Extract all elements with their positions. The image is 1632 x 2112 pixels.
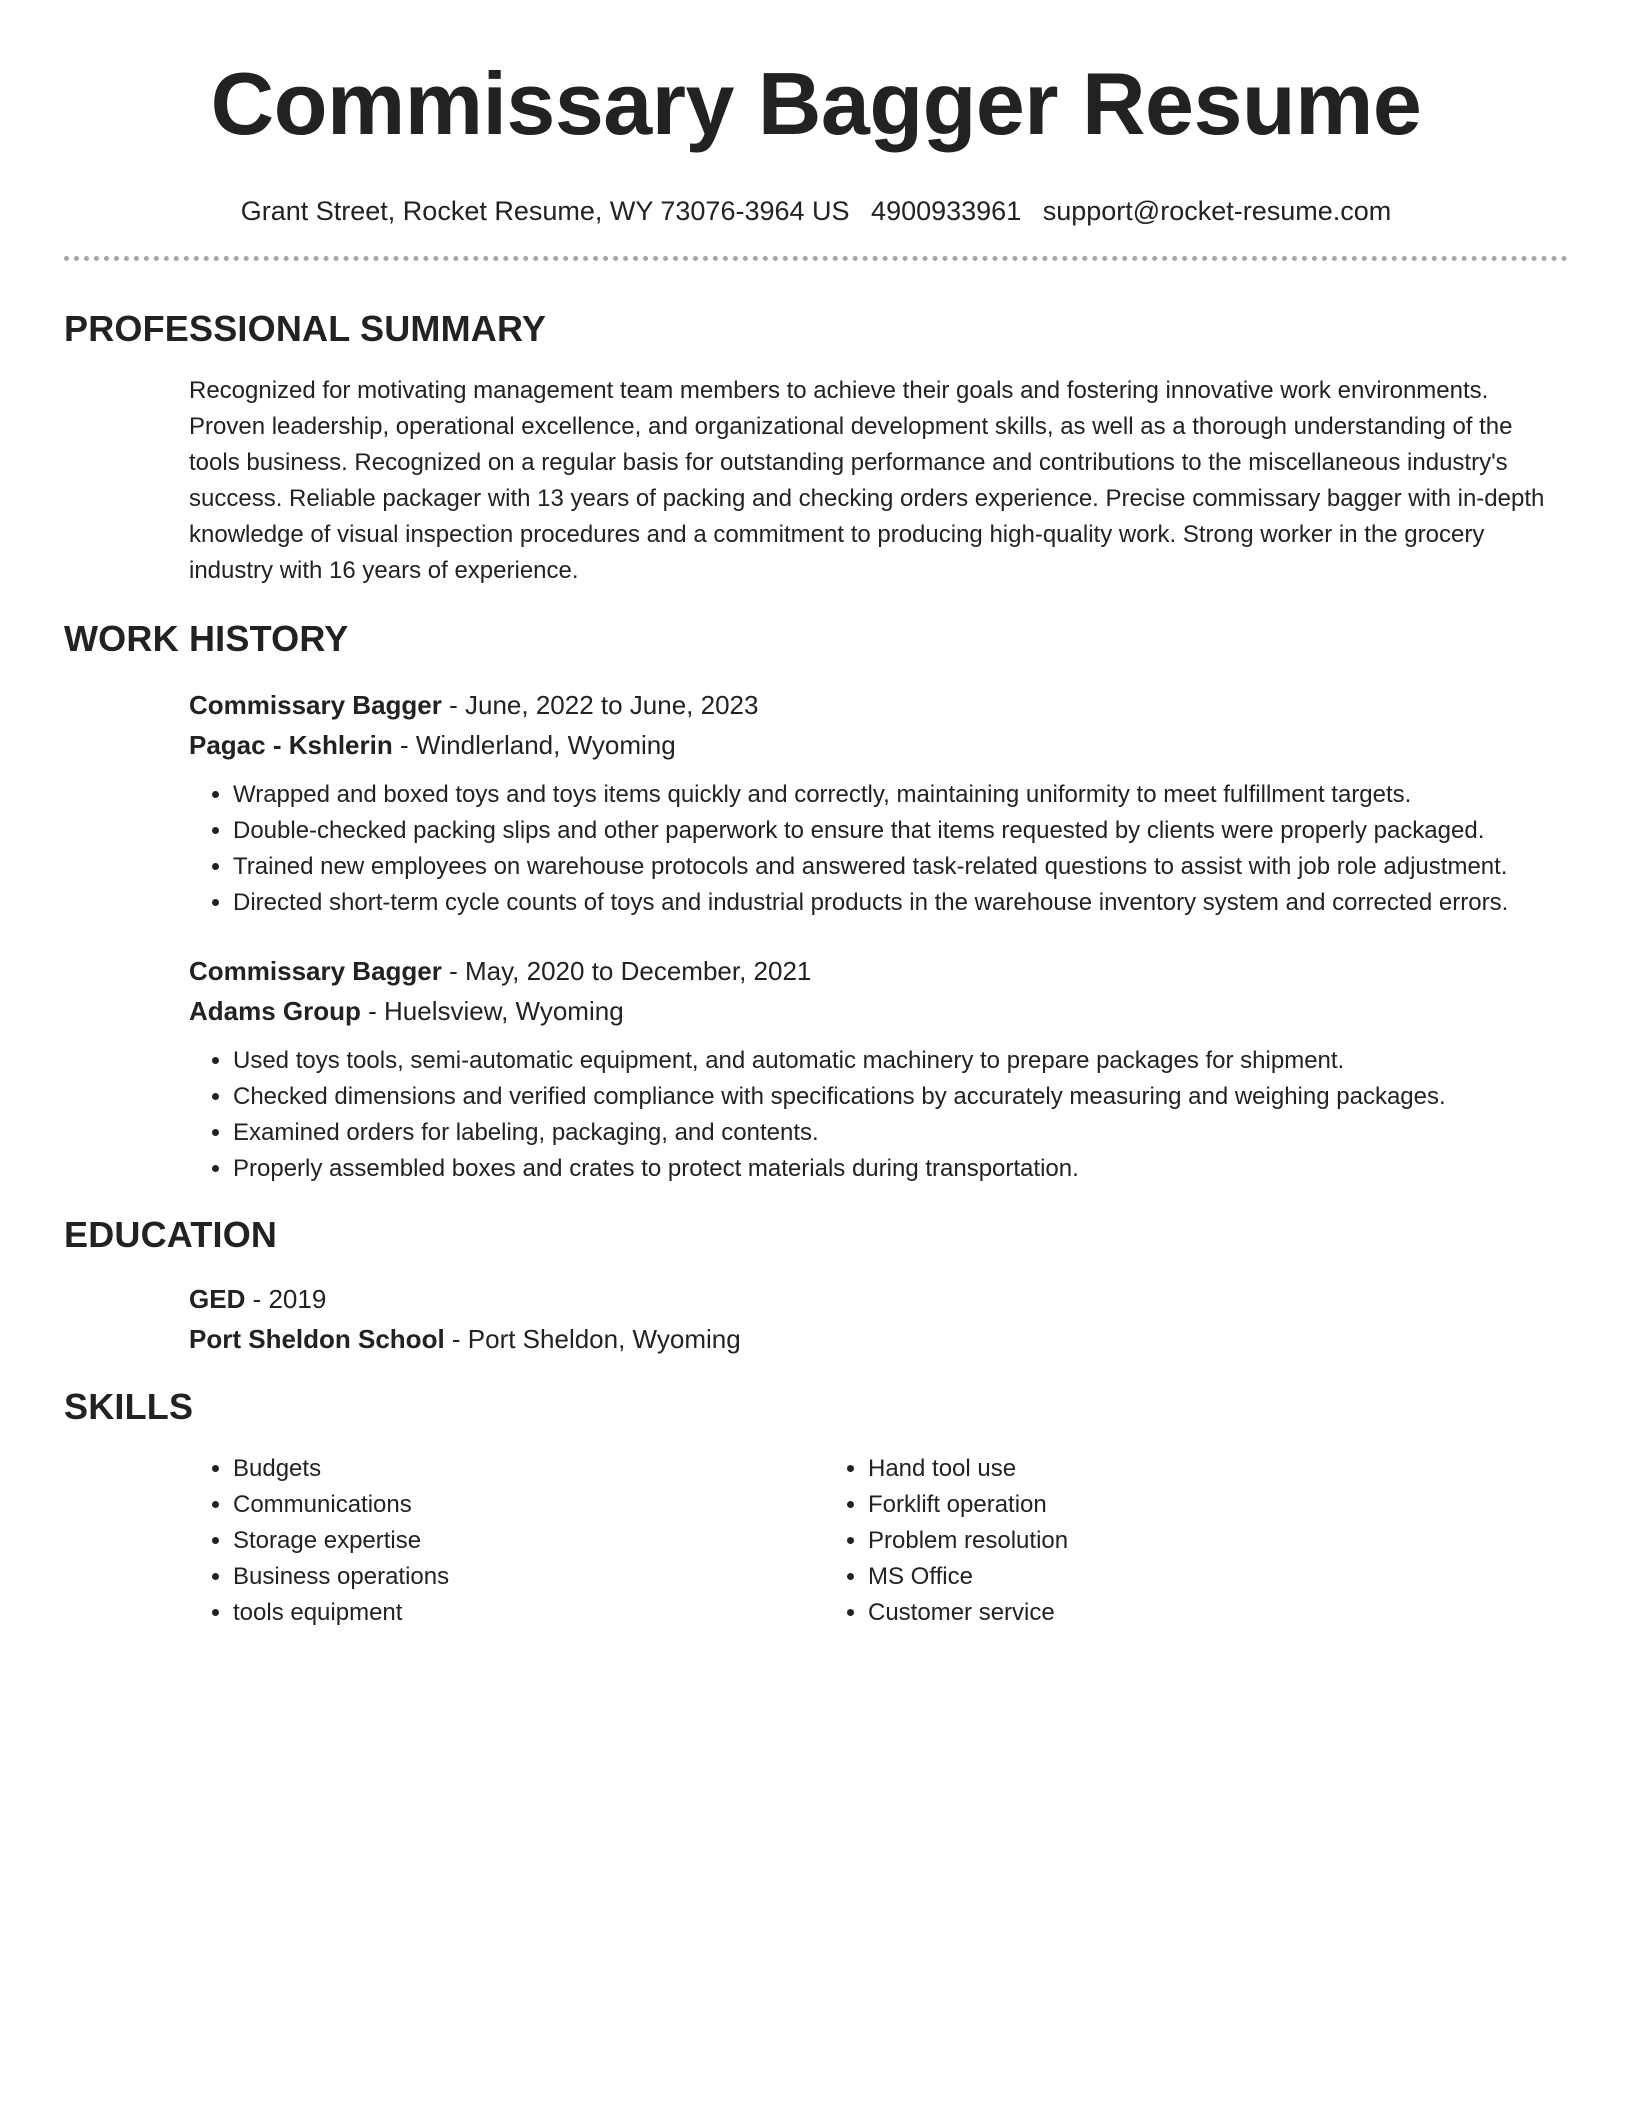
job-company-line [189, 991, 1568, 1031]
contact-email: support@rocket-resume.com [1042, 196, 1392, 226]
degree: GED [189, 1284, 246, 1314]
contact-address: Grant Street, Rocket Resume, WY 73076-3964 US [240, 196, 850, 226]
skill-item: • Business operations [233, 1559, 824, 1595]
skill-item: • MS Office [868, 1559, 1459, 1595]
job-company: Adams Group [189, 996, 361, 1026]
job-entry [189, 685, 1568, 921]
contact-phone: 4900933961 [871, 196, 1022, 226]
job-bullet-list [189, 777, 1568, 921]
work-history-heading: WORK HISTORY [64, 618, 349, 659]
degree-year: - 2019 [245, 1284, 327, 1314]
education-entry [189, 1279, 1568, 1359]
job-dates: - June, 2022 to June, 2023 [441, 690, 759, 720]
skills-grid [189, 1451, 1568, 1631]
job-bullet: • Examined orders for labeling, packaging, and contents. [233, 1115, 1568, 1151]
school-location: - Port Sheldon, Wyoming [444, 1324, 741, 1354]
job-role-line [189, 685, 1568, 725]
skills-list-left [189, 1451, 824, 1631]
skill-item: • Hand tool use [868, 1451, 1459, 1487]
skill-item: • Customer service [868, 1595, 1459, 1631]
job-location: - Huelsview, Wyoming [360, 996, 624, 1026]
resume-title: Commissary Bagger Resume [210, 54, 1422, 153]
job-bullet: • Checked dimensions and verified compliance with specifications by accurately measuring and weighing packages. [233, 1079, 1568, 1115]
skill-item: • Budgets [233, 1451, 824, 1487]
job-role: Commissary Bagger [189, 690, 442, 720]
school-line [189, 1319, 1568, 1359]
job-dates: - May, 2020 to December, 2021 [441, 956, 812, 986]
job-bullet: • Properly assembled boxes and crates to protect materials during transportation. [233, 1151, 1568, 1187]
education-heading: EDUCATION [64, 1214, 278, 1255]
job-bullet: • Wrapped and boxed toys and toys items quickly and correctly, maintaining uniformity to meet fulfillment targets. [233, 777, 1568, 813]
skills-heading: SKILLS [64, 1386, 194, 1427]
header-divider [64, 256, 1568, 261]
job-bullet: • Trained new employees on warehouse protocols and answered task-related questions to assist with job role adjustment. [233, 849, 1568, 885]
degree-line [189, 1279, 1568, 1319]
job-bullet: • Double-checked packing slips and other paperwork to ensure that items requested by clients were properly packaged. [233, 813, 1568, 849]
summary-text: Recognized for motivating management team members to achieve their goals and fostering innovative work environments. Proven leadership, operational excellence, and organizational development skills, as well as a thorough understanding of the tools business. Recognized on a regular basis for outstanding performance and contributions to the miscellaneous industry's success. Reliable packager with 13 years of packing and checking orders experience. Precise commissary bagger with in-depth knowledge of visual inspection procedures and a commitment to producing high-quality work. Strong worker in the grocery industry with 16 years of experience. [189, 377, 1545, 584]
job-company-line [189, 725, 1568, 765]
job-company: Pagac - Kshlerin [189, 730, 393, 760]
job-entry [189, 951, 1568, 1187]
job-role-line [189, 951, 1568, 991]
skills-list-right [824, 1451, 1459, 1631]
skill-item: • tools equipment [233, 1595, 824, 1631]
summary-heading: PROFESSIONAL SUMMARY [64, 308, 547, 349]
contact-line [64, 194, 1568, 228]
skill-item: • Communications [233, 1487, 824, 1523]
skill-item: • Storage expertise [233, 1523, 824, 1559]
job-role: Commissary Bagger [189, 956, 442, 986]
skill-item: • Forklift operation [868, 1487, 1459, 1523]
job-bullet: • Used toys tools, semi-automatic equipment, and automatic machinery to prepare packages for shipment. [233, 1043, 1568, 1079]
job-bullet-list [189, 1043, 1568, 1187]
job-bullet: • Directed short-term cycle counts of toys and industrial products in the warehouse inventory system and corrected errors. [233, 885, 1568, 921]
school-name: Port Sheldon School [189, 1324, 445, 1354]
skill-item: • Problem resolution [868, 1523, 1459, 1559]
job-location: - Windlerland, Wyoming [392, 730, 676, 760]
